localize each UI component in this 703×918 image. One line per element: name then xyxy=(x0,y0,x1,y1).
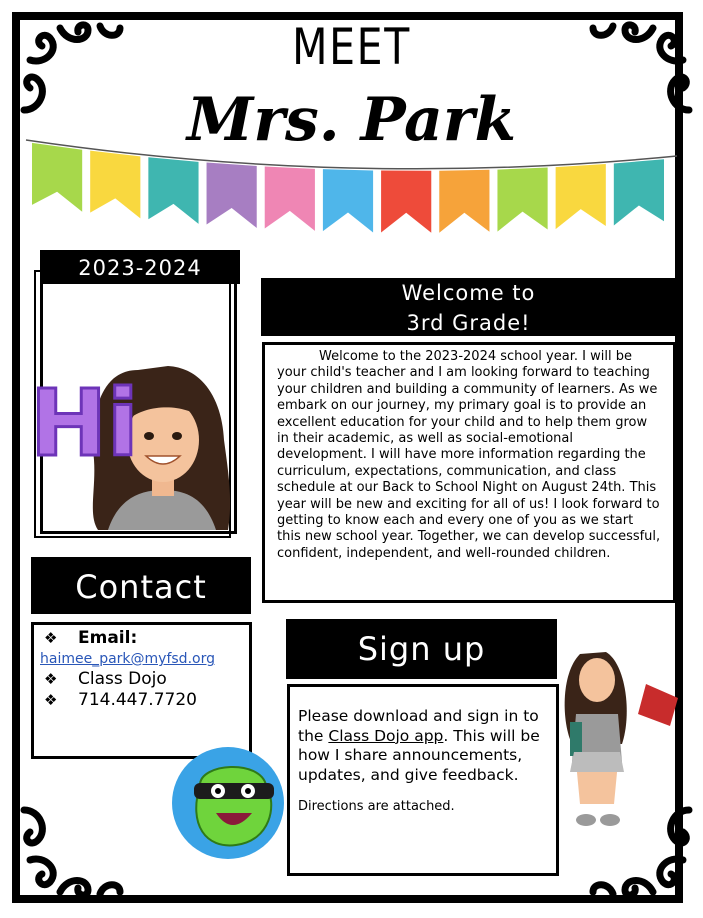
signup-box xyxy=(287,684,559,876)
contact-dojo-row xyxy=(34,669,167,689)
pennant-flag xyxy=(497,168,547,232)
pennant-flag xyxy=(381,171,431,233)
contact-email-row xyxy=(34,628,137,648)
signup-note: Directions are attached. xyxy=(298,799,455,815)
contact-heading: Contact xyxy=(31,557,251,614)
school-year-label: 2023-2024 xyxy=(40,250,240,284)
class-dojo-monster-icon xyxy=(170,745,290,865)
bullet-icon: ❖ xyxy=(44,629,58,647)
welcome-letter: Welcome to the 2023-2024 school year. I will be your child's teacher and I am looking forward to teaching your children and building a community of learners. As we embark on our journey, my primary goal is to provide an excellent education for your child and to help them grow in their academic, as well as social-emotional development. I will have more information regarding the curriculum, expectations, communication, and class schedule at our Back to School Night on August 24th. This year will be new and exciting for all of us! I look forward to getting to know each and every one of you as we start this new school year. Together, we can develop successful, confident, independent, and well-rounded children. xyxy=(262,342,676,603)
pennant-flag xyxy=(90,151,140,219)
signup-heading: Sign up xyxy=(286,619,557,679)
contact-box xyxy=(31,622,252,759)
contact-phone-row xyxy=(34,690,197,710)
pennant-flag xyxy=(556,164,606,229)
signup-instructions: Please download and sign in to the Class Dojo app. This will be how I share announcements, updates, and give feedback. xyxy=(298,707,540,784)
pennant-flag xyxy=(32,143,82,212)
title-meet: MEET xyxy=(292,18,411,76)
bullet-icon: ❖ xyxy=(44,670,58,688)
contact-email-label: Email: xyxy=(78,628,138,648)
welcome-heading xyxy=(261,278,676,336)
pennant-banner xyxy=(24,128,679,258)
class-dojo-app-link[interactable]: Class Dojo app xyxy=(328,726,444,745)
pennant-flag xyxy=(439,170,489,233)
pennant-flag xyxy=(207,162,257,228)
teacher-avatar xyxy=(28,350,238,535)
contact-email-link[interactable]: haimee_park@myfsd.org xyxy=(40,651,215,667)
corner-swirl-bottom-left-icon xyxy=(20,790,130,900)
hi-sticker xyxy=(30,370,139,477)
pennant-flag xyxy=(323,169,373,232)
bullet-icon: ❖ xyxy=(44,691,58,709)
pennant-flag xyxy=(614,159,664,225)
svg-text:Hi: Hi xyxy=(30,370,139,477)
contact-phone: 714.447.7720 xyxy=(78,690,197,710)
welcome-heading-line1: Welcome to xyxy=(401,281,536,305)
welcome-heading-line2: 3rd Grade! xyxy=(406,311,531,335)
pennant-flag xyxy=(148,157,198,224)
teacher-standing-avatar xyxy=(560,644,685,834)
pennant-flag xyxy=(265,166,315,230)
contact-dojo-label: Class Dojo xyxy=(78,669,167,689)
title-teacher-name: Mrs. Park xyxy=(186,85,517,155)
